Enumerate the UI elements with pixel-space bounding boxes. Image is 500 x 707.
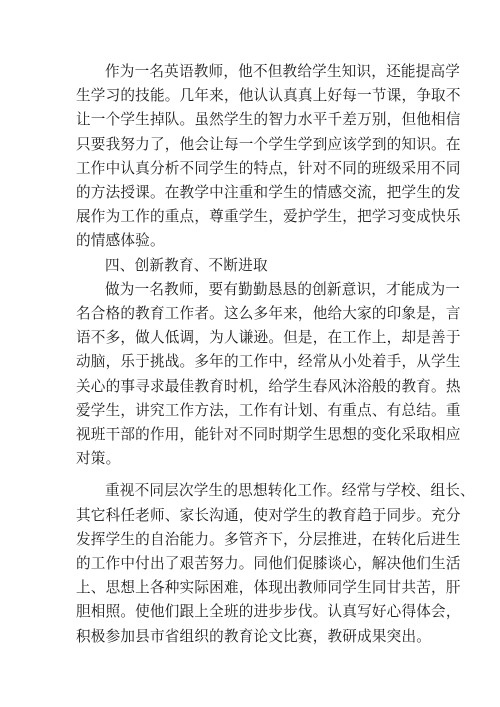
paragraph-line: 做为一名教师，要有勤勤恳恳的创新意识，才能成为一	[105, 280, 461, 298]
paragraph-line: 展作为工作的重点，尊重学生，爱护学生，把学习变成快乐	[76, 208, 461, 226]
paragraph-line: 的工作中付出了艰苦努力。同他们促膝谈心，解决他们生活	[76, 555, 461, 573]
paragraph-line: 动脑，乐于挑战。多年的工作中，经常从小处着手，从学生	[76, 353, 461, 371]
paragraph-line: 的方法授课。在教学中注重和学生的情感交流，把学生的发	[76, 184, 461, 202]
paragraph-line: 的情感体验。	[76, 232, 165, 250]
paragraph-line: 名合格的教育工作者。这么多年来，他给大家的印象是，言	[76, 305, 461, 323]
paragraph-line: 让一个学生掉队。虽然学生的智力水平千差万别，但他相信	[76, 111, 461, 129]
paragraph-line: 生学习的技能。几年来，他认认真真上好每一节课，争取不	[76, 87, 461, 105]
paragraph-line: 工作中认真分析不同学生的特点，针对不同的班级采用不同	[76, 159, 461, 177]
paragraph-line: 积极参加县市省组织的教育论文比赛，教研成果突出。	[76, 627, 432, 645]
paragraph-line: 作为一名英语教师，他不但教给学生知识，还能提高学	[105, 63, 461, 80]
paragraph-line: 视班干部的作用，能针对不同时期学生思想的变化采取相应	[76, 426, 461, 444]
paragraph-line: 语不多，做人低调，为人谦逊。但是，在工作上，却是善于	[76, 329, 461, 347]
paragraph-innovation	[76, 278, 461, 472]
paragraph-line: 其它科任老师、家长沟通，使对学生的教育趋于同步。充分	[76, 506, 461, 524]
paragraph-student-transformation	[76, 479, 475, 648]
paragraph-line: 胆相照。使他们跟上全班的进步步伐。认真写好心得体会，	[76, 603, 461, 621]
paragraph-line: 发挥学生的自治能力。多管齐下，分层推进，在转化后进生	[76, 530, 461, 548]
paragraph-line: 关心的事寻求最佳教育时机，给学生春风沐浴般的教育。热	[76, 377, 461, 395]
paragraph-line: 对策。	[76, 450, 121, 468]
paragraph-line: 爱学生，讲究工作方法，工作有计划、有重点、有总结。重	[76, 401, 461, 419]
paragraph-line: 重视不同层次学生的思想转化工作。经常与学校、组长、	[105, 482, 475, 500]
paragraph-line: 上、思想上各种实际困难，体现出教师同学生同甘共苦，肝	[76, 579, 461, 597]
paragraph-teaching-skills	[76, 60, 461, 254]
section-heading: 四、创新教育、不断进取	[105, 256, 268, 274]
document-page	[76, 60, 475, 649]
paragraph-line: 只要我努力了，他会让每一个学生学到应该学到的知识。在	[76, 135, 461, 153]
